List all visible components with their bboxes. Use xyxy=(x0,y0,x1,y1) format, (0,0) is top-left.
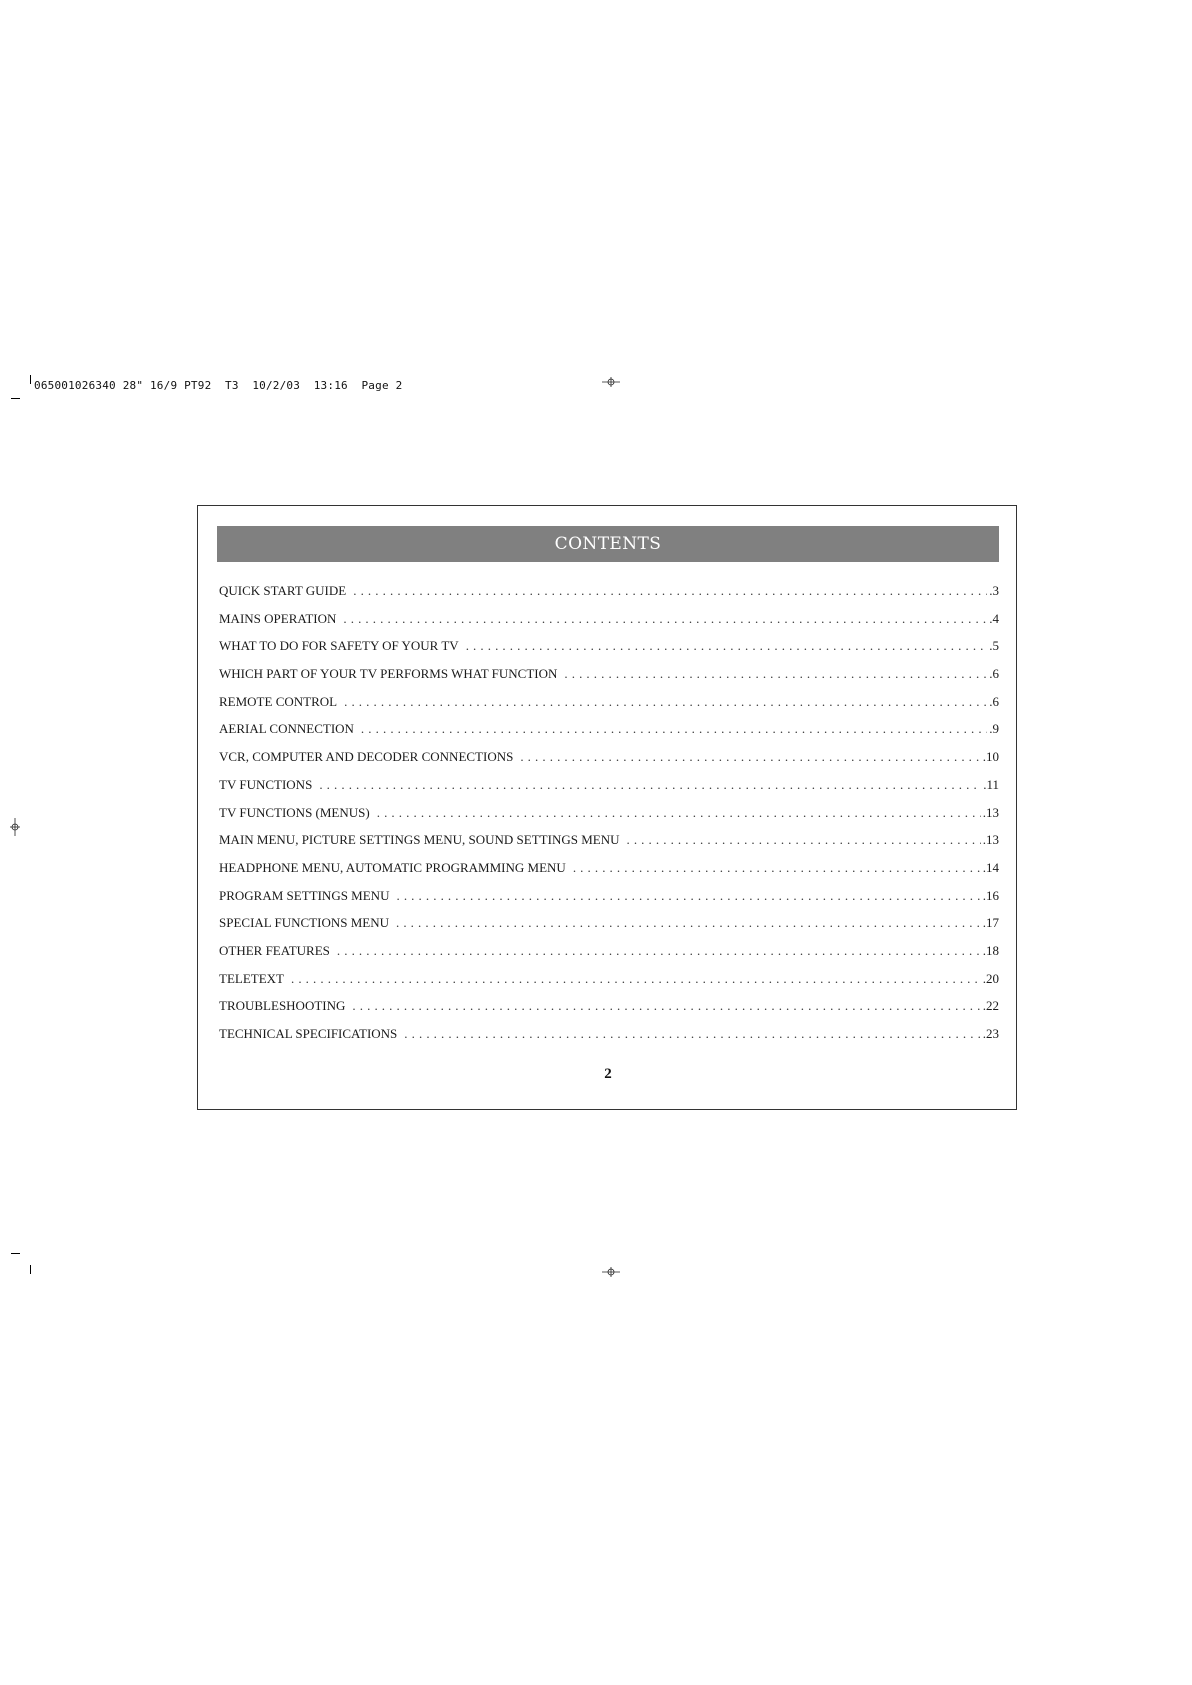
toc-dot-leader xyxy=(344,694,987,710)
toc-entry-title: HEADPHONE MENU, AUTOMATIC PROGRAMMING MENU xyxy=(219,859,566,875)
toc-entry xyxy=(219,1026,999,1054)
toc-entry xyxy=(219,583,999,611)
toc-entry xyxy=(219,721,999,749)
contents-page-frame xyxy=(197,505,1017,1110)
toc-entry-page: .16 xyxy=(982,887,999,903)
toc-dot-leader xyxy=(361,721,987,737)
toc-entry-title: VCR, COMPUTER AND DECODER CONNECTIONS xyxy=(219,749,514,765)
toc-entry-title: TECHNICAL SPECIFICATIONS xyxy=(219,1026,398,1041)
toc-entry xyxy=(219,694,999,722)
toc-entry-title: MAINS OPERATION xyxy=(219,610,337,626)
toc-entry-page: .23 xyxy=(982,1026,999,1041)
toc-entry xyxy=(219,777,999,805)
toc-entry xyxy=(219,915,999,943)
toc-entry-title: QUICK START GUIDE xyxy=(219,583,347,598)
toc-dot-leader xyxy=(352,998,980,1014)
toc-dot-leader xyxy=(564,666,987,682)
toc-entry-page: .14 xyxy=(982,859,999,875)
toc-entry-title: SPECIAL FUNCTIONS MENU xyxy=(219,915,389,931)
toc-entry-title: OTHER FEATURES xyxy=(219,942,330,958)
toc-entry-page: .3 xyxy=(989,583,999,598)
toc-entry xyxy=(219,943,999,971)
toc-entry-title: TV FUNCTIONS (MENUS) xyxy=(219,804,370,820)
contents-heading: CONTENTS xyxy=(217,526,999,562)
toc-entry xyxy=(219,805,999,833)
toc-dot-leader xyxy=(353,583,987,599)
toc-entry xyxy=(219,860,999,888)
toc-dot-leader xyxy=(396,915,981,931)
table-of-contents xyxy=(219,583,999,1054)
toc-entry-title: TV FUNCTIONS xyxy=(219,776,313,792)
toc-entry xyxy=(219,998,999,1026)
toc-entry-title: MAIN MENU, PICTURE SETTINGS MENU, SOUND SETTINGS MENU xyxy=(219,832,620,848)
toc-entry-page: .6 xyxy=(989,693,999,709)
toc-dot-leader xyxy=(396,888,980,904)
toc-entry-title: REMOTE CONTROL xyxy=(219,693,338,709)
registration-mark-icon xyxy=(601,372,621,392)
toc-entry-page: .22 xyxy=(982,998,999,1014)
toc-entry-page: .6 xyxy=(989,666,999,682)
toc-entry-page: .11 xyxy=(983,776,999,792)
toc-entry xyxy=(219,666,999,694)
crop-mark-icon xyxy=(30,375,31,384)
toc-entry-page: .4 xyxy=(989,610,999,626)
toc-dot-leader xyxy=(337,943,981,959)
registration-mark-icon xyxy=(5,817,25,837)
toc-dot-leader xyxy=(466,638,988,654)
registration-mark-icon xyxy=(601,1262,621,1282)
toc-entry-page: .17 xyxy=(982,915,999,931)
crop-mark-icon xyxy=(30,1265,31,1274)
toc-entry-title: TELETEXT xyxy=(219,970,284,986)
toc-dot-leader xyxy=(343,611,987,627)
crop-mark-icon xyxy=(11,1253,20,1254)
toc-entry-page: .13 xyxy=(982,832,999,848)
toc-dot-leader xyxy=(319,777,981,793)
toc-dot-leader xyxy=(626,832,980,848)
toc-entry-title: PROGRAM SETTINGS MENU xyxy=(219,887,390,903)
toc-entry-page: .18 xyxy=(982,942,999,958)
toc-entry-page: .20 xyxy=(982,970,999,986)
toc-dot-leader xyxy=(377,805,981,821)
toc-dot-leader xyxy=(573,860,981,876)
toc-entry-page: .9 xyxy=(989,721,999,737)
toc-dot-leader xyxy=(404,1026,980,1042)
toc-entry-page: .10 xyxy=(982,749,999,765)
toc-entry-title: WHAT TO DO FOR SAFETY OF YOUR TV xyxy=(219,638,459,654)
toc-entry xyxy=(219,749,999,777)
toc-dot-leader xyxy=(291,971,981,987)
print-slug-line: 065001026340 28" 16/9 PT92 T3 10/2/03 13:16 Page 2 xyxy=(34,379,403,392)
toc-entry xyxy=(219,638,999,666)
crop-mark-icon xyxy=(11,398,20,399)
toc-entry-title: AERIAL CONNECTION xyxy=(219,721,354,737)
toc-entry-page: .5 xyxy=(989,638,999,654)
toc-entry-page: .13 xyxy=(982,804,999,820)
page-number: 2 xyxy=(604,1066,612,1082)
toc-entry xyxy=(219,888,999,916)
toc-entry xyxy=(219,832,999,860)
toc-dot-leader xyxy=(520,749,980,765)
toc-entry xyxy=(219,971,999,999)
toc-entry xyxy=(219,611,999,639)
toc-entry-title: TROUBLESHOOTING xyxy=(219,998,346,1014)
toc-entry-title: WHICH PART OF YOUR TV PERFORMS WHAT FUNCTION xyxy=(219,666,558,682)
